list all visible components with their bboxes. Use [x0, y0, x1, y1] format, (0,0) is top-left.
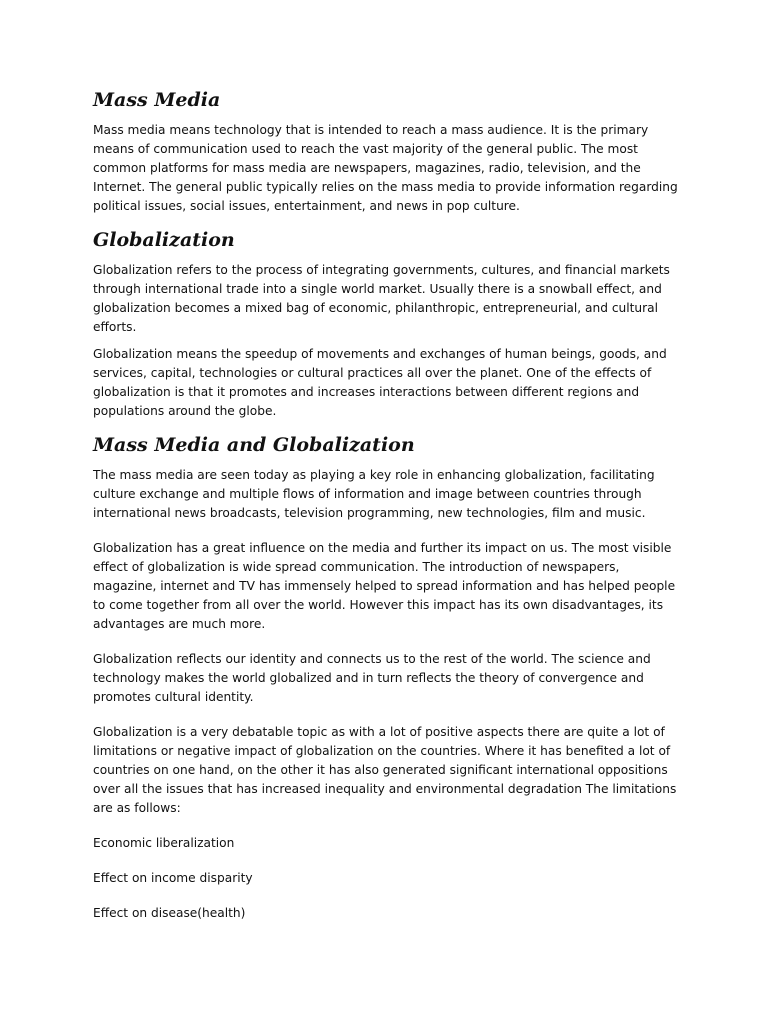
- paragraph-globalization-influence: Globalization has a great influence on the media and further its impact on us. The most visible effect of globalization is wide spread communication. The introduction of newspapers, magazine, internet and TV has immensely helped to spread information and has helped people to come together from all over the world. However this impact has its own disadvantages, its advantages are much more.: [93, 541, 676, 631]
- document-page: [93, 88, 683, 923]
- list-item-disease-health: Effect on disease(health): [93, 906, 246, 920]
- list-item-economic-liberalization: Economic liberalization: [93, 836, 235, 850]
- paragraph-globalization-debate: Globalization is a very debatable topic as with a lot of positive aspects there are quite a lot of limitations or negative impact of globalization on the countries. Where it has benefited a lot of countries on one hand, on the other it has also generated significant international oppositions over all the issues that has increased inequality and environmental degradation The limitations are as follows:: [93, 725, 677, 815]
- paragraph-globalization-speedup: Globalization means the speedup of movements and exchanges of human beings, goods, and services, capital, technologies or cultural practices all over the planet. One of the effects of globalization is that it promotes and increases interactions between different regions and populations around the globe.: [93, 347, 667, 418]
- paragraph-globalization-identity: Globalization reflects our identity and connects us to the rest of the world. The science and technology makes the world globalized and in turn reflects the theory of convergence and promotes cultural identity.: [93, 652, 651, 704]
- heading-mass-media: Mass Media: [93, 89, 221, 111]
- paragraph-globalization-definition: Globalization refers to the process of integrating governments, cultures, and financial markets through international trade into a single world market. Usually there is a snowball effect, and globalization becomes a mixed bag of economic, philanthropic, entrepreneurial, and cultural efforts.: [93, 263, 670, 334]
- heading-globalization: Globalization: [93, 229, 235, 251]
- paragraph-mass-media-definition: Mass media means technology that is intended to reach a mass audience. It is the primary means of communication used to reach the vast majority of the general public. The most common platforms for mass media are newspapers, magazines, radio, television, and the Internet. The general public typically relies on the mass media to provide information regarding political issues, social issues, entertainment, and news in pop culture.: [93, 123, 678, 213]
- list-item-income-disparity: Effect on income disparity: [93, 871, 253, 885]
- heading-mass-media-and-globalization: Mass Media and Globalization: [93, 434, 415, 456]
- paragraph-media-role: The mass media are seen today as playing a key role in enhancing globalization, facilitating culture exchange and multiple flows of information and image between countries through international news broadcasts, television programming, new technologies, film and music.: [93, 468, 655, 520]
